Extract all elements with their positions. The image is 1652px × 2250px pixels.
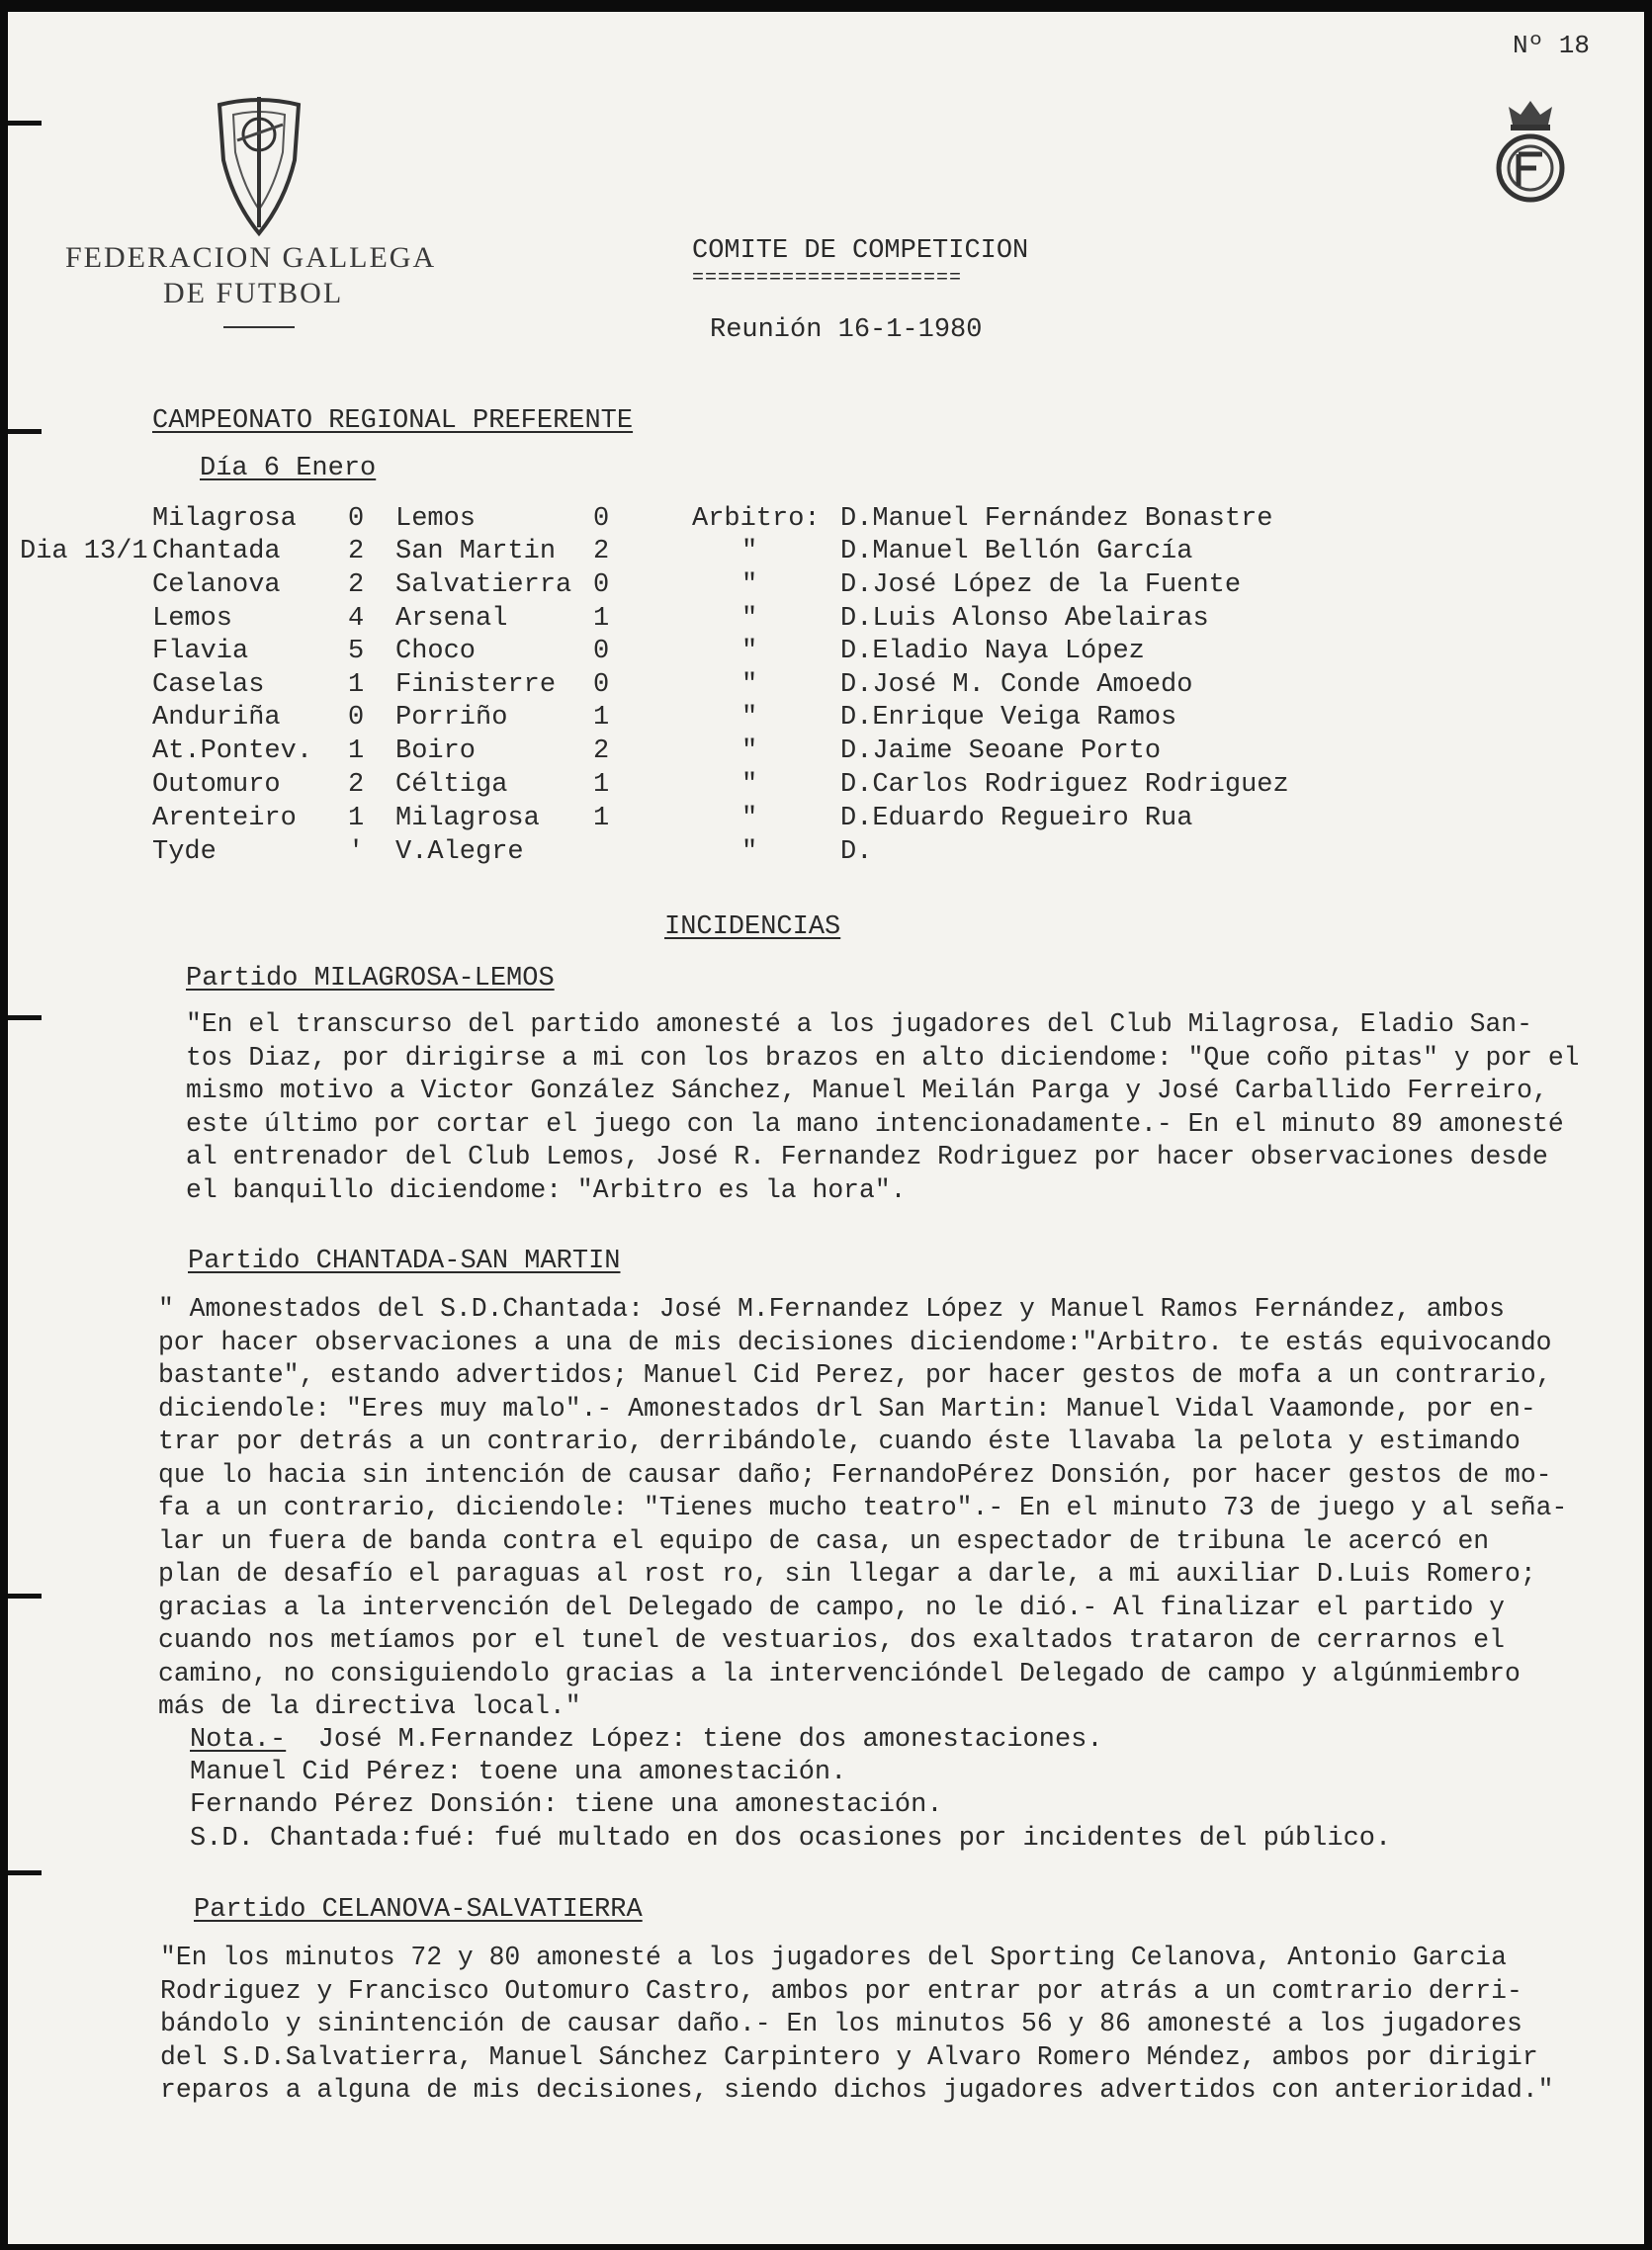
referee-label: " [741,736,758,766]
referee-label: " [741,703,758,733]
report-line: del S.D.Salvatierra, Manuel Sánchez Carpintero y Alvaro Romero Méndez, ambos por dirigir [160,2041,1538,2072]
home-team: At.Pontev. [152,736,313,766]
home-score: 0 [348,504,365,534]
report-line: "En los minutos 72 y 80 amonesté a los jugadores del Sporting Celanova, Antonio Garcia [160,1943,1507,1972]
incident-report [158,1293,1621,1724]
org-name-rule [223,326,295,328]
home-team: Tyde [152,837,217,867]
report-line: gracias a la intervención del Delegado de campo, no le dió.- Al finalizar el partido y [158,1592,1505,1622]
report-line: bastante", estando advertidos; Manuel Cid Perez, por hacer gestos de mofa a un contrario, [158,1360,1552,1390]
matchday-date: Día 6 Enero [200,454,377,483]
crowned-federation-emblem [1491,95,1570,214]
referee-label: " [741,637,758,666]
note-label: Nota.- [190,1725,287,1755]
report-line: Rodriguez y Francisco Outomuro Castro, ambos por entrar por atrás a un comtrario derri- [160,1975,1522,2006]
home-team: Flavia [152,637,249,666]
away-team: Lemos [395,504,477,534]
away-score: 0 [593,504,610,534]
away-team: Boiro [395,736,477,766]
referee-name: D.Eladio Naya López [840,637,1145,666]
away-team: Choco [395,637,477,666]
home-team: Arenteiro [152,804,297,833]
binder-hole-mark [8,1015,42,1020]
home-score: 2 [348,537,365,566]
away-score: 2 [593,537,610,566]
report-line: el banquillo diciendome: "Arbitro es la hora". [186,1174,907,1205]
report-line: más de la directiva local." [158,1691,581,1721]
referee-name: D. [840,837,873,867]
referee-label: Arbitro: [692,504,821,534]
home-score: ' [348,837,365,867]
home-score: 2 [348,770,365,800]
report-line: al entrenador del Club Lemos, José R. Fernandez Rodriguez por hacer observaciones desde [186,1142,1548,1171]
incident-report [160,1942,1623,2108]
note-line [190,1724,1103,1757]
referee-label: " [741,537,758,566]
away-score: 0 [593,670,610,700]
report-line: trar por detrás a un contrario, derribándole, cuando éste llavaba la pelota y estimando [158,1427,1521,1456]
incidents-heading: INCIDENCIAS [664,912,841,942]
home-score: 0 [348,703,365,733]
report-line: bándolo y sinintención de causar daño.- En los minutos 56 y 86 amonesté a los jugadores [160,2009,1522,2038]
binder-hole-mark [8,429,42,434]
referee-name: D.Eduardo Regueiro Rua [840,804,1193,833]
home-team: Caselas [152,670,265,700]
match-heading: Partido CELANOVA-SALVATIERRA [194,1895,643,1925]
home-score: 5 [348,637,365,666]
away-team: Milagrosa [395,804,540,833]
note-line: S.D. Chantada:fué: fué multado en dos ocasiones por incidentes del público. [190,1824,1392,1854]
referee-name: D.Luis Alonso Abelairas [840,604,1209,634]
rescheduled-note: Dia 13/1 [20,537,148,566]
report-line: fa a un contrario, diciendole: "Tienes mucho teatro".- En el minuto 73 de juego y al seña- [158,1493,1568,1522]
report-line: lar un fuera de banda contra el equipo de casa, un espectador de tribuna le acercó en [158,1525,1490,1556]
referee-name: D.José López de la Fuente [840,570,1242,600]
binder-hole-mark [8,1870,42,1875]
home-score: 2 [348,570,365,600]
home-score: 1 [348,736,365,766]
report-line: diciendole: "Eres muy malo".- Amonestados drl San Martin: Manuel Vidal Vaamonde, por en- [158,1393,1536,1424]
referee-name: D.Manuel Bellón García [840,537,1193,566]
away-team: Salvatierra [395,570,572,600]
championship-title: CAMPEONATO REGIONAL PREFERENTE [152,406,634,436]
referee-name: D.José M. Conde Amoedo [840,670,1193,700]
home-score: 1 [348,804,365,833]
home-score: 1 [348,670,365,700]
home-team: Outomuro [152,770,281,800]
home-team: Celanova [152,570,281,600]
report-line: que lo hacia sin intención de causar daño; FernandoPérez Donsión, por hacer gestos de mo- [158,1459,1552,1490]
federation-shield-logo [214,91,304,239]
referee-name: D.Manuel Fernández Bonastre [840,504,1273,534]
report-line: plan de desafío el paraguas al rost ro, sin llegar a darle, a mi auxiliar D.Luis Romero; [158,1559,1536,1589]
away-team: Porriño [395,703,508,733]
away-team: Finisterre [395,670,557,700]
home-team: Chantada [152,537,281,566]
referee-name: D.Jaime Seoane Porto [840,736,1162,766]
referee-label: " [741,670,758,700]
report-line: camino, no consiguiendolo gracias a la intervencióndel Delegado de campo y algúnmiembro [158,1658,1521,1688]
referee-label: " [741,604,758,634]
binder-hole-mark [8,1594,42,1599]
referee-name: D.Enrique Veiga Ramos [840,703,1177,733]
committee-title: COMITE DE COMPETICION [692,236,1029,266]
report-line: mismo motivo a Victor González Sánchez, Manuel Meilán Parga y José Carballido Ferreiro, [186,1076,1548,1105]
home-team: Anduriña [152,703,281,733]
report-line: este último por cortar el juego con la mano intencionadamente.- En el minuto 89 amonesté [186,1108,1564,1139]
org-name-line1: FEDERACION GALLEGA [65,241,437,274]
incident-report [186,1008,1624,1207]
away-score: 1 [593,770,610,800]
home-score: 4 [348,604,365,634]
meeting-date: Reunión 16-1-1980 [710,315,983,345]
away-team: San Martin [395,537,557,566]
note-line: Fernando Pérez Donsión: tiene una amonestación. [190,1790,943,1820]
document-number: Nº 18 [1513,31,1591,60]
org-name-line2: DE FUTBOL [163,277,344,309]
away-score: 0 [593,637,610,666]
referee-label: " [741,804,758,833]
match-heading: Partido MILAGROSA-LEMOS [186,964,555,994]
match-heading: Partido CHANTADA-SAN MARTIN [188,1247,621,1276]
referee-name: D.Carlos Rodriguez Rodriguez [840,770,1289,800]
note-line: Manuel Cid Pérez: toene una amonestación. [190,1758,847,1787]
binder-hole-mark [8,121,42,126]
referee-label: " [741,570,758,600]
committee-title-underline: ===================== [692,267,963,290]
note-text: José M.Fernandez López: tiene dos amonestaciones. [286,1725,1103,1755]
report-line: " Amonestados del S.D.Chantada: José M.Fernandez López y Manuel Ramos Fernández, ambos [158,1294,1505,1324]
home-team: Lemos [152,604,233,634]
away-score: 1 [593,703,610,733]
away-team: Céltiga [395,770,508,800]
away-team: V.Alegre [395,837,524,867]
away-team: Arsenal [395,604,508,634]
away-score: 0 [593,570,610,600]
report-line: por hacer observaciones a una de mis decisiones diciendome:"Arbitro. te estás equivocando [158,1327,1552,1357]
document-page [8,12,1644,2244]
report-line: "En el transcurso del partido amonesté a los jugadores del Club Milagrosa, Eladio San- [186,1009,1532,1039]
away-score: 1 [593,604,610,634]
away-score: 1 [593,804,610,833]
report-line: tos Diaz, por dirigirse a mi con los brazos en alto diciendome: "Que coño pitas" y por el [186,1042,1580,1073]
away-score: 2 [593,736,610,766]
referee-label: " [741,837,758,867]
report-line: reparos a alguna de mis decisiones, siendo dichos jugadores advertidos con anterioridad." [160,2075,1554,2105]
home-team: Milagrosa [152,504,297,534]
referee-label: " [741,770,758,800]
report-line: cuando nos metíamos por el tunel de vestuarios, dos exaltados trataron de cerrarnos el [158,1625,1505,1655]
